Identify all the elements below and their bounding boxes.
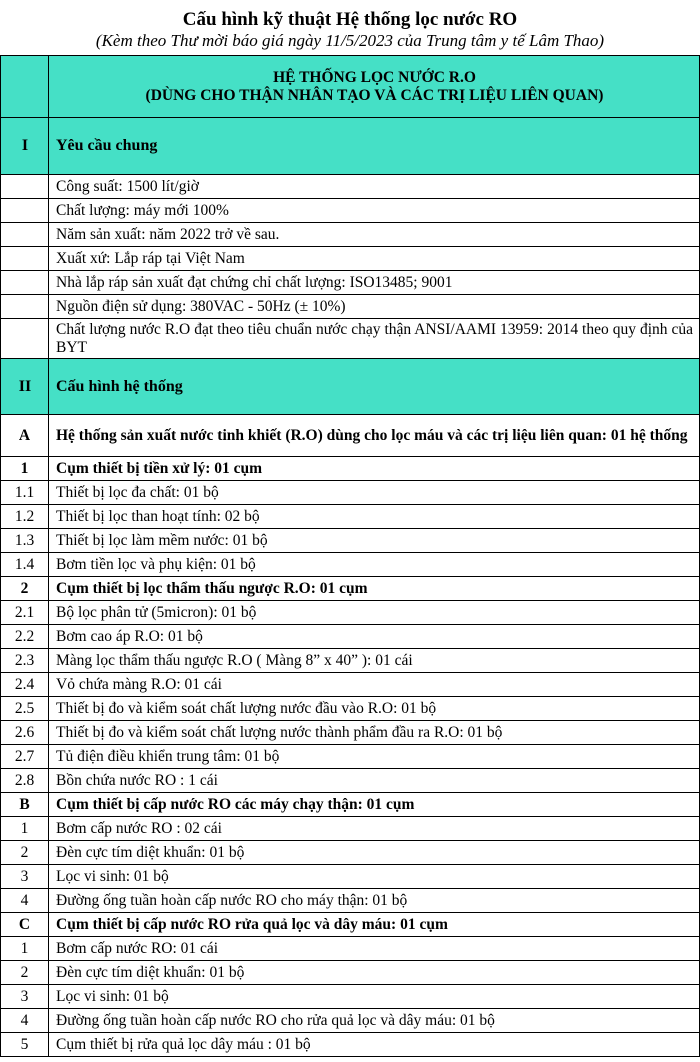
table-row [1, 481, 700, 505]
requirement-text: Xuất xứ: Lắp ráp tại Việt Nam [49, 247, 700, 271]
item-text: Bơm cao áp R.O: 01 bộ [49, 625, 700, 649]
part-num: B [1, 793, 49, 817]
spec-table [0, 55, 700, 1057]
item-num: 2.6 [1, 721, 49, 745]
item-text: Thiết bị lọc than hoạt tính: 02 bộ [49, 505, 700, 529]
group-row [1, 457, 700, 481]
item-text: Đèn cực tím diệt khuẩn: 01 bộ [49, 841, 700, 865]
item-text: Thiết bị đo và kiểm soát chất lượng nước đầu vào R.O: 01 bộ [49, 697, 700, 721]
table-row [1, 865, 700, 889]
item-num: 2.8 [1, 769, 49, 793]
table-row [1, 505, 700, 529]
table-row [1, 937, 700, 961]
table-row [1, 553, 700, 577]
item-text: Thiết bị lọc làm mềm nước: 01 bộ [49, 529, 700, 553]
part-row-B [1, 793, 700, 817]
requirement-text: Chất lượng: máy mới 100% [49, 199, 700, 223]
table-row [1, 817, 700, 841]
part-num: A [1, 415, 49, 457]
item-num: 2.3 [1, 649, 49, 673]
table-row [1, 697, 700, 721]
table-row [1, 529, 700, 553]
table-row [1, 889, 700, 913]
item-num: 2.4 [1, 673, 49, 697]
item-text: Lọc vi sinh: 01 bộ [49, 865, 700, 889]
item-num: 1.4 [1, 553, 49, 577]
table-row [1, 769, 700, 793]
item-num: 2 [1, 841, 49, 865]
item-text: Vỏ chứa màng R.O: 01 cái [49, 673, 700, 697]
document-subtitle: (Kèm theo Thư mời báo giá ngày 11/5/2023 của Trung tâm y tế Lâm Thao) [95, 31, 605, 50]
section-row-I [1, 118, 700, 175]
part-title: Hệ thống sản xuất nước tinh khiết (R.O) dùng cho lọc máu và các trị liệu liên quan: 01 hệ thống [49, 415, 700, 457]
table-row [1, 649, 700, 673]
group-num: 1 [1, 457, 49, 481]
item-num: 3 [1, 865, 49, 889]
table-row [1, 961, 700, 985]
item-num: 2.2 [1, 625, 49, 649]
requirement-text: Năm sản xuất: năm 2022 trở về sau. [49, 223, 700, 247]
part-title: Cụm thiết bị cấp nước RO các máy chạy thận: 01 cụm [49, 793, 700, 817]
list-item [1, 295, 700, 319]
table-row [1, 625, 700, 649]
group-title: Cụm thiết bị lọc thẩm thấu ngược R.O: 01 cụm [49, 577, 700, 601]
item-text: Màng lọc thẩm thấu ngược R.O ( Màng 8” x 40” ): 01 cái [49, 649, 700, 673]
item-num: 3 [1, 985, 49, 1009]
list-item [1, 247, 700, 271]
group-title: Cụm thiết bị tiền xử lý: 01 cụm [49, 457, 700, 481]
item-text: Bơm cấp nước RO: 01 cái [49, 937, 700, 961]
item-num: 5 [1, 1033, 49, 1057]
list-item [1, 175, 700, 199]
item-text: Bơm cấp nước RO : 02 cái [49, 817, 700, 841]
item-num: 1 [1, 937, 49, 961]
item-text: Đường ống tuần hoàn cấp nước RO cho máy thận: 01 bộ [49, 889, 700, 913]
item-text: Bồn chứa nước RO : 1 cái [49, 769, 700, 793]
section-num: II [1, 359, 49, 415]
document-title: Cấu hình kỹ thuật Hệ thống lọc nước RO [182, 9, 518, 30]
item-text: Đường ống tuần hoàn cấp nước RO cho rửa quả lọc và dây máu: 01 bộ [49, 1009, 700, 1033]
list-item [1, 271, 700, 295]
item-num: 1 [1, 817, 49, 841]
item-num: 1.1 [1, 481, 49, 505]
item-text: Đèn cực tím diệt khuẩn: 01 bộ [49, 961, 700, 985]
header-num-cell [1, 56, 49, 118]
requirement-text: Công suất: 1500 lít/giờ [49, 175, 700, 199]
part-row-C [1, 913, 700, 937]
item-text: Bơm tiền lọc và phụ kiện: 01 bộ [49, 553, 700, 577]
item-text: Bộ lọc phân tử (5micron): 01 bộ [49, 601, 700, 625]
item-num: 4 [1, 889, 49, 913]
part-title: Cụm thiết bị cấp nước RO rửa quả lọc và dây máu: 01 cụm [49, 913, 700, 937]
table-row [1, 841, 700, 865]
header-title-cell [49, 56, 700, 118]
item-num: 2.7 [1, 745, 49, 769]
group-num: 2 [1, 577, 49, 601]
item-text: Tủ điện điều khiển trung tâm: 01 bộ [49, 745, 700, 769]
section-row-II [1, 359, 700, 415]
item-num: 2.5 [1, 697, 49, 721]
requirement-text: Chất lượng nước R.O đạt theo tiêu chuẩn nước chạy thận ANSI/AAMI 13959: 2014 theo quy định của BYT [49, 319, 700, 359]
table-row [1, 1033, 700, 1057]
list-item [1, 199, 700, 223]
group-row [1, 577, 700, 601]
section-title: Yêu cầu chung [49, 118, 700, 175]
item-text: Cụm thiết bị rửa quả lọc dây máu : 01 bộ [49, 1033, 700, 1057]
table-row [1, 673, 700, 697]
part-row-A [1, 415, 700, 457]
section-title: Cấu hình hệ thống [49, 359, 700, 415]
table-row [1, 721, 700, 745]
header-line-2: (DÙNG CHO THẬN NHÂN TẠO VÀ CÁC TRỊ LIỆU LIÊN QUAN) [145, 86, 604, 104]
part-num: C [1, 913, 49, 937]
item-num: 2.1 [1, 601, 49, 625]
requirement-text: Nguồn điện sử dụng: 380VAC - 50Hz (± 10%) [49, 295, 700, 319]
table-row [1, 1009, 700, 1033]
item-num: 1.2 [1, 505, 49, 529]
table-header-row [1, 56, 700, 118]
item-text: Thiết bị đo và kiểm soát chất lượng nước thành phẩm đầu ra R.O: 01 bộ [49, 721, 700, 745]
header-line-1: HỆ THỐNG LỌC NƯỚC R.O [273, 68, 476, 86]
item-num: 1.3 [1, 529, 49, 553]
item-num: 2 [1, 961, 49, 985]
item-text: Lọc vi sinh: 01 bộ [49, 985, 700, 1009]
list-item [1, 223, 700, 247]
requirement-text: Nhà lắp ráp sản xuất đạt chứng chỉ chất lượng: ISO13485; 9001 [49, 271, 700, 295]
list-item [1, 319, 700, 359]
table-row [1, 745, 700, 769]
item-num: 4 [1, 1009, 49, 1033]
item-text: Thiết bị lọc đa chất: 01 bộ [49, 481, 700, 505]
section-num: I [1, 118, 49, 175]
table-row [1, 985, 700, 1009]
table-row [1, 601, 700, 625]
